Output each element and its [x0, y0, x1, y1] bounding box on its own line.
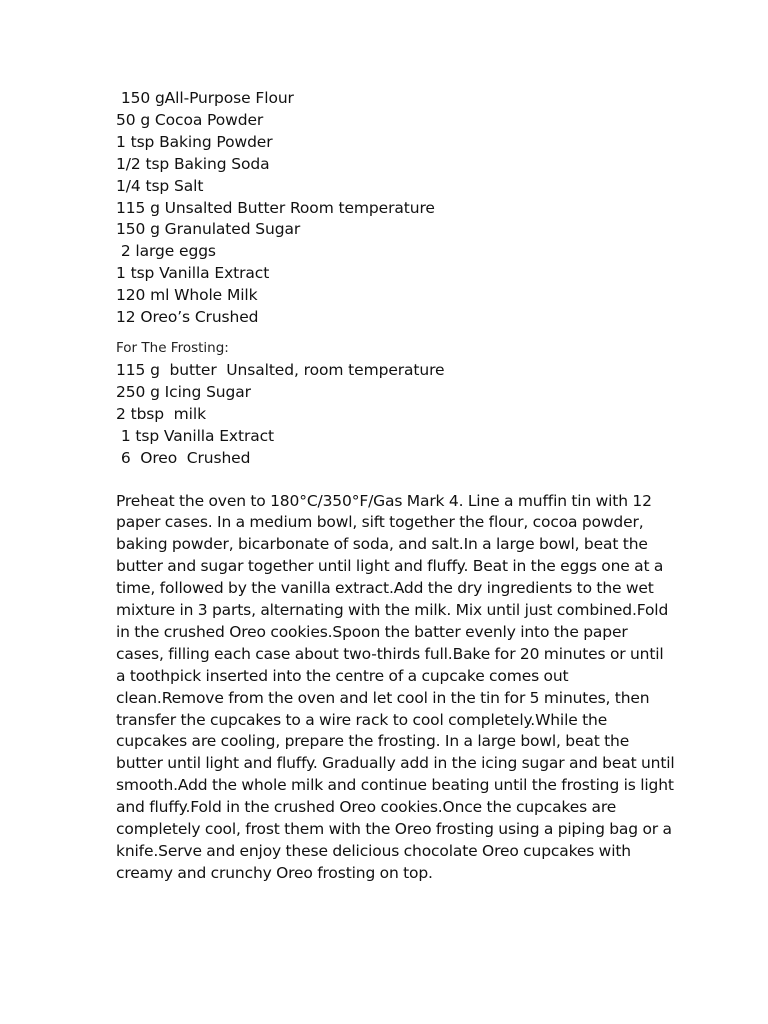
ingredient-item: 12 Oreo’s Crushed — [116, 308, 259, 327]
frosting-item: 115 g butter Unsalted, room temperature — [116, 360, 445, 379]
ingredient-item: 1/2 tsp Baking Soda — [116, 154, 270, 173]
frosting-item: 1 tsp Vanilla Extract — [116, 426, 275, 445]
ingredient-item: 120 ml Whole Milk — [116, 286, 258, 305]
frosting-heading: For The Frosting: — [116, 339, 229, 356]
frosting-item: 2 tbsp milk — [116, 404, 206, 423]
cupcake-ingredient-list — [116, 88, 676, 329]
frosting-item: 250 g Icing Sugar — [116, 382, 251, 401]
instructions-paragraph: Preheat the oven to 180°C/350°F/Gas Mark 4. Line a muffin tin with 12 paper cases. In a medium bowl, sift together the flour, cocoa powder, baking powder, bicarbonate of soda, and salt.In a large bowl, beat the butter and sugar together until light and fluffy. Beat in the eggs one at a time, followed by the vanilla extract.Add the dry ingredients to the wet mixture in 3 parts, alternating with the milk. Mix until just combined.Fold in the crushed Oreo cookies.Spoon the batter evenly into the paper cases, filling each case about two-thirds full.Bake for 20 minutes or until a toothpick inserted into the centre of a cupcake comes out clean.Remove from the oven and let cool in the tin for 5 minutes, then transfer the cupcakes to a wire rack to cool completely.While the cupcakes are cooling, prepare the frosting. In a large bowl, beat the butter until light and fluffy. Gradually add in the icing sugar and beat until smooth.Add the whole milk and continue beating until the frosting is light and fluffy.Fold in the crushed Oreo cookies.Once the cupcakes are completely cool, frost them with the Oreo frosting using a piping bag or a knife.Serve and enjoy these delicious chocolate Oreo cupcakes with creamy and crunchy Oreo frosting on top. — [116, 491, 675, 882]
ingredient-item: 1 tsp Vanilla Extract — [116, 264, 270, 283]
ingredient-item: 150 gAll-Purpose Flour — [116, 89, 294, 107]
ingredient-item: 1/4 tsp Salt — [116, 176, 204, 195]
recipe-page — [116, 88, 676, 900]
frosting-ingredient-list — [116, 360, 676, 470]
ingredient-item: 1 tsp Baking Powder — [116, 132, 273, 151]
ingredient-item: 50 g Cocoa Powder — [116, 110, 264, 129]
frosting-item: 6 Oreo Crushed — [116, 448, 251, 467]
ingredient-item: 115 g Unsalted Butter Room temperature — [116, 198, 435, 217]
ingredient-item: 150 g Granulated Sugar — [116, 220, 301, 239]
ingredient-item: 2 large eggs — [116, 242, 216, 261]
